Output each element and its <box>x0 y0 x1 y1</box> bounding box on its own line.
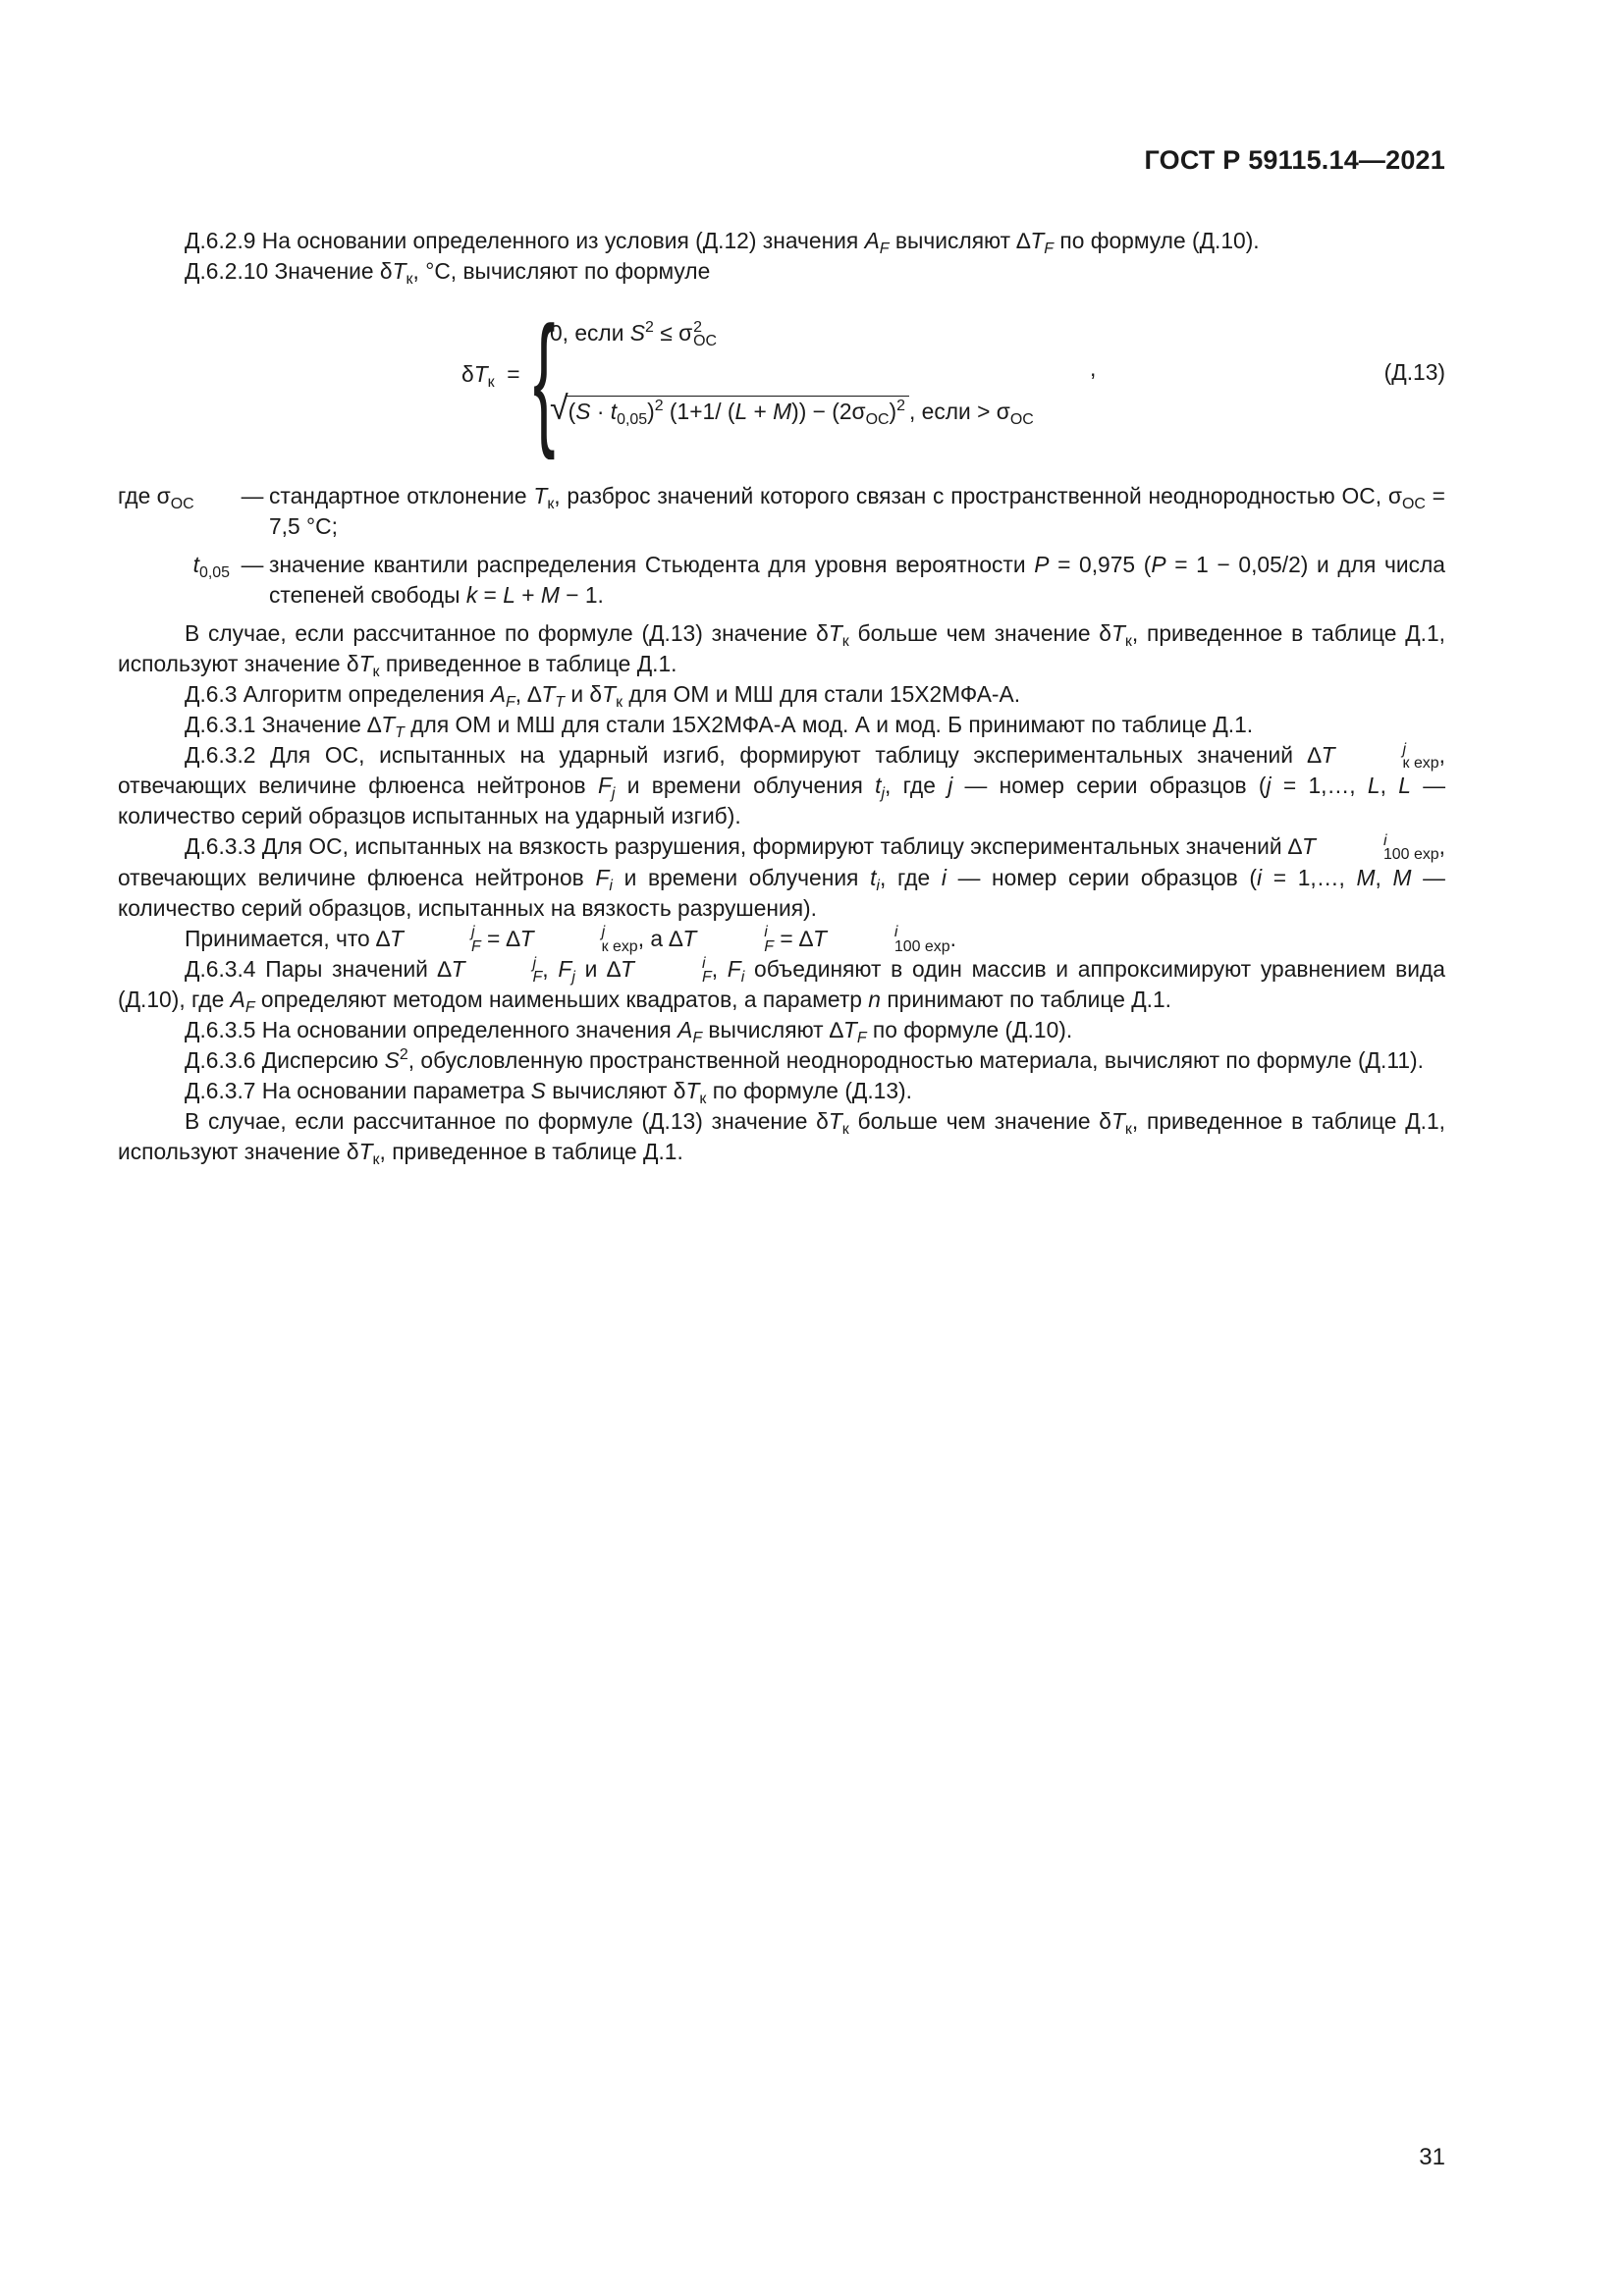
paragraph-note-1: В случае, если рассчитанное по формуле (Д.13) значение $\delta T_к$ больше чем значение $\delta T_к$, приведенное в таблице Д.1, используют значение $\delta T_к$ приведенное в таблице Д.1. <box>118 620 1445 680</box>
paragraph-d-6-3-6: Д.6.3.6 Дисперсию $S^2$, обусловленную пространственной неоднородностью материала, вычисляют по формуле (Д.11). <box>185 1046 1424 1074</box>
paragraph-note-2: В случае, если рассчитанное по формуле (Д.13) значение $\delta T_к$ больше чем значение $\delta T_к$, приведенное в таблице Д.1, используют значение $\delta T_к$, приведенное в таблице Д.1. <box>118 1108 1445 1169</box>
paragraph-d-6-3-4: Д.6.3.4 Пары значений ∆T j F , $F_j$ и ∆T i F , $F_i$ объединяют в один массив и аппроксимируют уравнением вида (Д.10), где $A_F$ определяют методом наименьших квадратов, а параметр n принимают по таблице Д.1. <box>118 954 1445 1017</box>
paragraph-d-6-3-1: Д.6.3.1 Значение $\Delta T_T$ для ОМ и МШ для стали 15Х2МФА-А мод. А и мод. Б принимают по таблице Д.1. <box>185 712 1254 741</box>
paragraph-assumption: Принимается, что ∆T j F = ∆T j к exp , а ∆T i F = ∆T i 100 exp . <box>185 924 956 955</box>
where-symbol-sigma: где $\sigma_{ОС}$ <box>118 483 194 512</box>
page-content <box>118 226 1445 1167</box>
where-symbol-t: $t_{0,05}$ <box>192 552 230 581</box>
paragraph-d-6-3-7: Д.6.3.7 На основании параметра S вычисляют $\delta T_к$ по формуле (Д.13). <box>185 1078 912 1108</box>
where-definition-t: значение квантили распределения Стьюдента для уровня вероятности P = 0,975 (P = 1 − 0,05/2) и для числа степеней свободы k = L + M − 1. <box>269 552 1445 608</box>
formula-comma: , <box>1090 355 1097 381</box>
where-definition-sigma: стандартное отклонение $T_к$, разброс значений которого связан с пространственной неоднородностью ОС, $\sigma_{ОС} = 7,5$ °С; <box>269 483 1445 539</box>
formula-case-2: $√(S \cdot t_{0,05})^2$ (1+1/ $(L + M)) - (2\sigma_{ОС})^2$ , если > $\sigma_{ОС}$ <box>550 390 1034 428</box>
paragraph-d-6-3: Д.6.3 Алгоритм определения $A_F$, $\Delta T_T$ и $\delta T_к$ для ОМ и МШ для стали 15Х2МФА-А. <box>185 681 1021 711</box>
paragraph-d-6-2-10: Д.6.2.10 Значение $\delta T_к$, °С, вычисляют по формуле <box>185 258 711 288</box>
formula-case-1: 0, если $S^2 \le \sigma$ 2 ОС <box>550 318 718 349</box>
paragraph-d-6-3-3: Д.6.3.3 Для ОС, испытанных на вязкость разрушения, формируют таблицу экспериментальных значений ∆T i 100 exp , отвечающих величине флюенса нейтронов $F_i$ и времени облучения $t_i$, где i — номер серии образцов (i = 1,…, M, M — количество серий образцов, испытанных на вязкость разрушения). <box>118 831 1445 921</box>
formula-number: (Д.13) <box>1383 359 1445 385</box>
paragraph-d-6-2-9: Д.6.2.9 На основании определенного из условия (Д.12) значения $A_F$ вычисляют $\Delta T_F$ по формуле (Д.10). <box>185 228 1260 257</box>
paragraph-d-6-3-5: Д.6.3.5 На основании определенного значения $A_F$ вычисляют $\Delta T_F$ по формуле (Д.10). <box>185 1017 1073 1047</box>
where-list: где $\sigma_{ОС}$ — стандартное отклонение $T_к$, разброс значений которого связан с пространственной неоднородностью ОС, $\sigma_{ОС} = 7,5$ °С; $t_{0,05}$ — значение квантили распределения Стьюдента для уровня вероятности P = 0,975 (P = 1 − 0,05/2) и для числа степеней свободы k = L + M − 1. <box>118 481 1445 618</box>
standard-designation: ГОСТ Р 59115.14—2021 <box>1144 145 1445 175</box>
page-number: 31 <box>1419 2144 1445 2170</box>
formula-lhs: $\delta T_к$ = <box>461 361 520 391</box>
paragraph-d-6-3-2: Д.6.3.2 Для ОС, испытанных на ударный изгиб, формируют таблицу экспериментальных значений ∆T j к exp , отвечающих величине флюенса нейтронов $F_j$ и времени облучения $t_j$, где j — номер серии образцов (j = 1,…, L, L — количество серий образцов испытанных на ударный изгиб). <box>118 740 1445 829</box>
formula-brace: { <box>533 295 556 460</box>
formula-d-13 <box>118 295 1445 473</box>
